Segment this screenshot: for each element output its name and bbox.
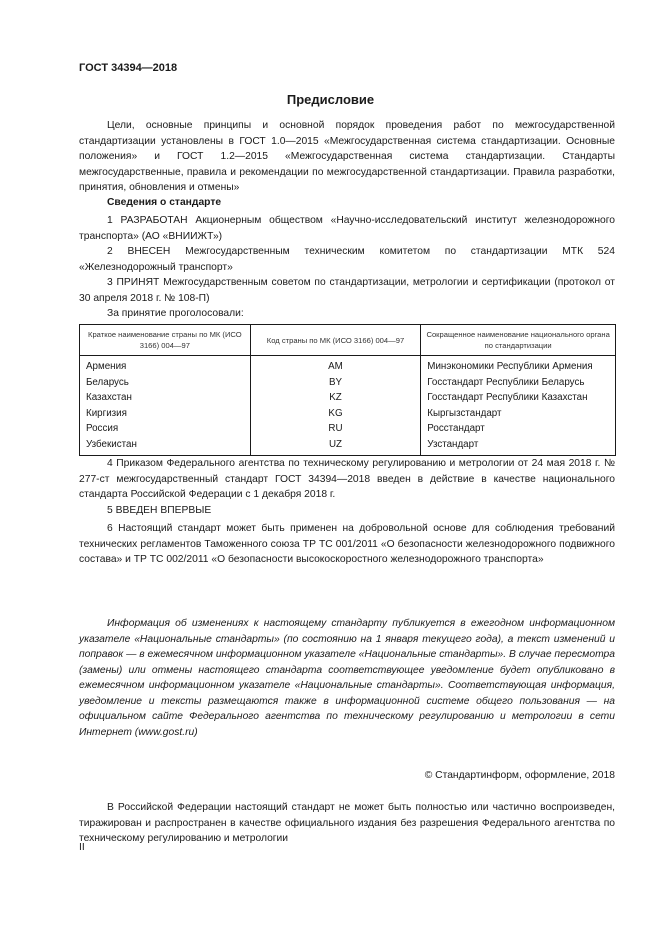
section-heading: Сведения о стандарте bbox=[107, 197, 222, 208]
copyright-line: © Стандартинформ, оформление, 2018 bbox=[424, 770, 615, 781]
table-cell-agency: Госстандарт Республики Казахстан bbox=[421, 390, 616, 406]
item-6-paragraph: 6 Настоящий стандарт может быть применен на добровольной основе для соблюдения требований технических регламентов Таможенного союза ТР ТС 001/2011 «О безопасности железнодорожного подвижного состава» и ТР ТС 002/2011 «О безопасности высокоскоростного железнодорожного транспорта» bbox=[79, 523, 615, 565]
table-cell-code: AM bbox=[250, 356, 421, 375]
item-5-paragraph: 5 ВВЕДЕН ВПЕРВЫЕ bbox=[107, 505, 212, 516]
table-row bbox=[80, 437, 616, 456]
table-row bbox=[80, 375, 616, 391]
table-cell-agency: Узстандарт bbox=[421, 437, 616, 456]
table-cell-country: Казахстан bbox=[80, 390, 251, 406]
column-header-code: Код страны по МК (ИСО 3166) 004—97 bbox=[250, 325, 421, 356]
info-notice: Информация об изменениях к настоящему стандарту публикуется в ежегодном информационном указателе «Национальные стандарты» (по состоянию на 1 января текущего года), а текст изменений и поправок — в ежемесячном информационном указателе «Национальные стандарты». В случае пересмотра (замены) или отмены настоящего стандарта соответствующее уведомление будет опубликовано в ежемесячном информационном указателе «Национальные стандарты». Соответствующая информация, уведомление и тексты размещаются также в информационной системе общего пользования — на официальном сайте Федерального агентства по техническому регулированию и метрологии в сети Интернет (www.gost.ru) bbox=[79, 618, 615, 738]
table-cell-country: Беларусь bbox=[80, 375, 251, 391]
table-cell-agency: Госстандарт Республики Беларусь bbox=[421, 375, 616, 391]
intro-paragraph: Цели, основные принципы и основной порядок проведения работ по межгосударственной стандартизации установлены в ГОСТ 1.0—2015 «Межгосударственная система стандартизации. Основные положения» и ГОСТ 1.2—2015 «Межгосударственная система стандартизации. Стандарты межгосударственные, правила и рекомендации по межгосударственной стандартизации. Правила разработки, принятия, обновления и отмены» bbox=[79, 120, 615, 193]
table-cell-code: KG bbox=[250, 406, 421, 422]
item-4-paragraph: 4 Приказом Федерального агентства по техническому регулированию и метрологии от 24 мая 2018 г. № 277-ст межгосударственный стандарт ГОСТ 34394—2018 введен в действие в качестве национального стандарта Российской Федерации с 1 декабря 2018 г. bbox=[79, 458, 615, 500]
table-cell-agency: Росстандарт bbox=[421, 421, 616, 437]
table-cell-country: Россия bbox=[80, 421, 251, 437]
vote-label: За принятие проголосовали: bbox=[107, 308, 244, 319]
column-header-country: Краткое наименование страны по МК (ИСО 3166) 004—97 bbox=[80, 325, 251, 356]
voting-countries-table bbox=[79, 324, 616, 456]
document-id: ГОСТ 34394—2018 bbox=[79, 62, 178, 74]
table-cell-country: Армения bbox=[80, 356, 251, 375]
item-2-paragraph: 2 ВНЕСЕН Межгосударственным техническим комитетом по стандартизации МТК 524 «Железнодорожный транспорт» bbox=[79, 246, 615, 273]
item-1-paragraph: 1 РАЗРАБОТАН Акционерным обществом «Научно-исследовательский институт железнодорожного транспорта» (АО «ВНИИЖТ») bbox=[79, 215, 615, 242]
item-3-paragraph: 3 ПРИНЯТ Межгосударственным советом по стандартизации, метрологии и сертификации (протокол от 30 апреля 2018 г. № 108-П) bbox=[79, 277, 615, 304]
table-cell-country: Киргизия bbox=[80, 406, 251, 422]
table-row bbox=[80, 390, 616, 406]
page-title: Предисловие bbox=[286, 92, 375, 107]
rights-notice: В Российской Федерации настоящий стандарт не может быть полностью или частично воспроизведен, тиражирован и распространен в качестве официального издания без разрешения Федерального агентства по техническому регулированию и метрологии bbox=[79, 802, 615, 844]
table-cell-code: BY bbox=[250, 375, 421, 391]
table-cell-code: UZ bbox=[250, 437, 421, 456]
table-cell-agency: Минэкономики Республики Армения bbox=[421, 356, 616, 375]
page-number: II bbox=[79, 842, 85, 853]
table-row bbox=[80, 356, 616, 375]
table-header-row bbox=[80, 325, 616, 356]
table-cell-country: Узбекистан bbox=[80, 437, 251, 456]
table-cell-code: KZ bbox=[250, 390, 421, 406]
table-cell-agency: Кыргызстандарт bbox=[421, 406, 616, 422]
table-row bbox=[80, 406, 616, 422]
table-cell-code: RU bbox=[250, 421, 421, 437]
column-header-agency: Сокращенное наименование национального органа по стандартизации bbox=[421, 325, 616, 356]
table-row bbox=[80, 421, 616, 437]
